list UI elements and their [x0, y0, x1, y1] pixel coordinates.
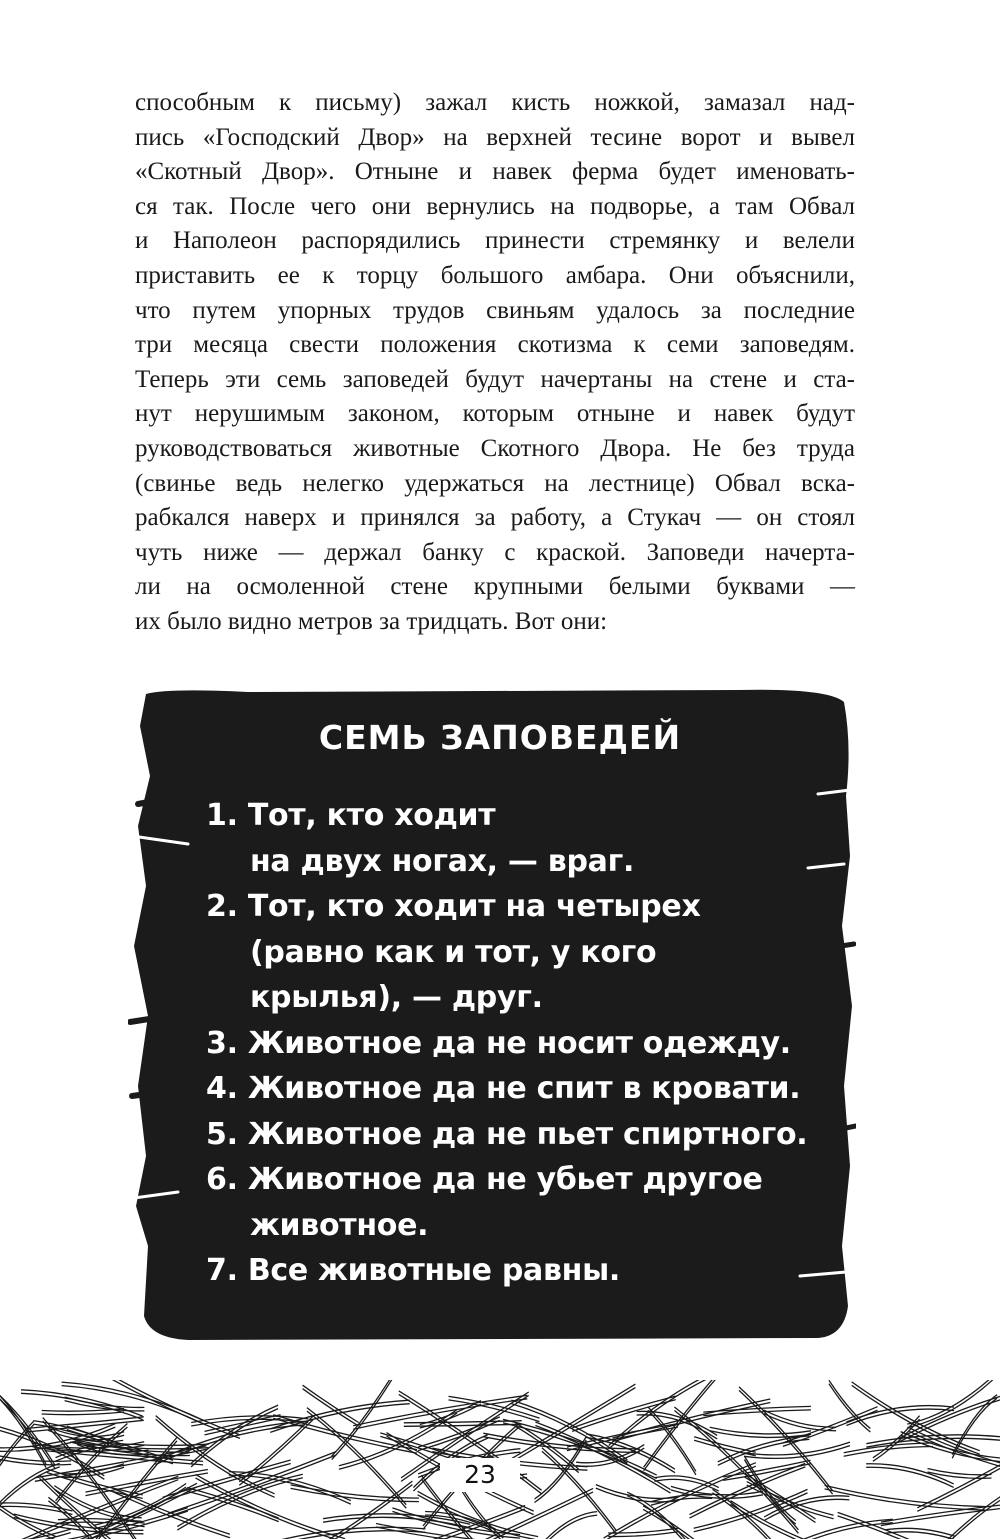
commandments-list — [206, 793, 826, 1294]
commandment-line: 1. Тот, кто ходит — [206, 798, 496, 833]
board-title: СЕМЬ ЗАПОВЕДЕЙ — [318, 718, 682, 757]
body-text — [135, 86, 855, 640]
commandment-line: 5. Животное да не пьет спиртного. — [206, 1116, 808, 1152]
text-line: Теперь эти семь заповедей будут начертаны на стене и ста- — [135, 365, 855, 393]
commandment-line: 3. Животное да не носит одежду. — [206, 1025, 791, 1061]
text-line: «Скотный Двор». Отныне и навек ферма будет именовать- — [135, 158, 855, 186]
commandment-line: (равно как и тот, у кого — [250, 934, 657, 970]
text-line: и Наполеон распорядились принести стремянку и велели — [135, 227, 855, 255]
text-line: ли на осмоленной стене крупными белыми буквами — — [135, 573, 855, 601]
text-line: три месяца свести положения скотизма к семи заповедям. — [135, 331, 855, 359]
text-line: нут нерушимым законом, которым отныне и навек будут — [135, 400, 855, 428]
text-line: способным к письму) зажал кисть ножкой, замазал над- — [135, 89, 855, 116]
commandment-line: крылья), — друг. — [250, 980, 543, 1015]
commandment-line: 4. Животное да не спит в кровати. — [206, 1071, 801, 1106]
text-line: руководствоваться животные Скотного Двора. Не без труда — [135, 434, 855, 462]
text-line: пись «Господский Двор» на верхней тесине ворот и вывел — [135, 123, 855, 151]
text-line: что путем упорных трудов свиньям удалось за последние — [135, 296, 855, 324]
commandment-line: 7. Все животные равны. — [206, 1253, 621, 1288]
text-line: чуть ниже — держал банку с краской. Заповеди начерта- — [135, 538, 855, 566]
text-line: ся так. После чего они вернулись на подворье, а там Обвал — [135, 192, 855, 220]
text-line: приставить ее к торцу большого амбара. Они объяснили, — [135, 261, 855, 289]
commandment-line: на двух ногах, — враг. — [250, 843, 635, 879]
text-line: их было видно метров за тридцать. Вот они: — [135, 607, 608, 635]
commandment-line: 6. Животное да не убьет другое — [206, 1162, 763, 1197]
text-line: (свинье ведь нелегко удержаться на лестнице) Обвал вска- — [135, 469, 855, 497]
commandment-line: животное. — [250, 1207, 429, 1243]
page-number: 23 — [440, 1458, 520, 1492]
text-line: рабкался наверх и принялся за работу, а Стукач — он стоял — [135, 504, 855, 532]
commandment-line: 2. Тот, кто ходит на четырех — [206, 889, 701, 924]
